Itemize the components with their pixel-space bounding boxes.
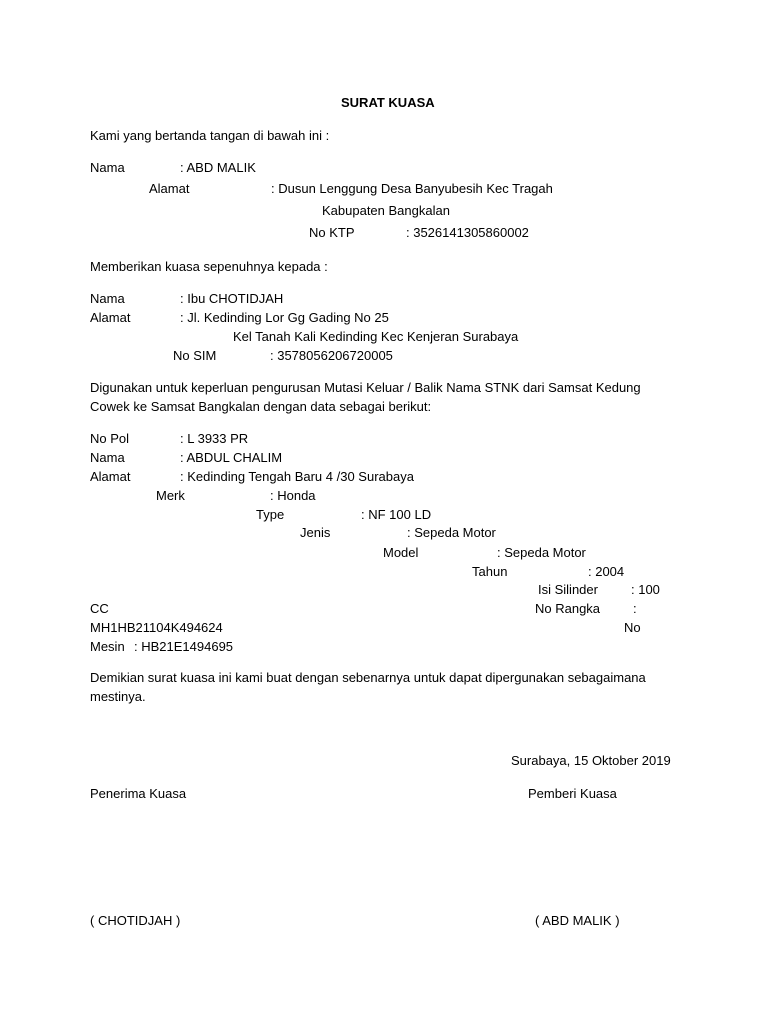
vehicle-rangka-label: No Rangka bbox=[535, 601, 601, 616]
grantor-address-label: Alamat bbox=[149, 181, 190, 196]
grantor-ktp-value: : 3526141305860002 bbox=[406, 225, 529, 240]
closing-line-1: Demikian surat kuasa ini kami buat dengan sebenarnya untuk dapat dipergunakan sebagaimana bbox=[90, 670, 646, 685]
vehicle-mesin-label: Mesin bbox=[90, 639, 125, 654]
recipient-label: Penerima Kuasa bbox=[90, 786, 187, 801]
purpose-line-2: Cowek ke Samsat Bangkalan dengan data sebagai berikut: bbox=[90, 399, 432, 414]
vehicle-rangka-colon: : bbox=[633, 601, 637, 616]
grantee-address-value: : Jl. Kedinding Lor Gg Gading No 25 bbox=[180, 310, 389, 325]
vehicle-nopol-label: No Pol bbox=[90, 431, 130, 446]
purpose-line-1: Digunakan untuk keperluan pengurusan Mutasi Keluar / Balik Nama STNK dari Samsat Kedung bbox=[90, 380, 641, 395]
giver-label: Pemberi Kuasa bbox=[528, 786, 617, 801]
place-date: Surabaya, 15 Oktober 2019 bbox=[511, 753, 671, 768]
vehicle-type-label: Type bbox=[256, 507, 285, 522]
grantor-name-value: : ABD MALIK bbox=[180, 160, 256, 175]
grant-statement: Memberikan kuasa sepenuhnya kepada : bbox=[90, 259, 328, 274]
vehicle-jenis-label: Jenis bbox=[300, 525, 331, 540]
grantor-address-line2: Kabupaten Bangkalan bbox=[322, 203, 450, 218]
vehicle-jenis-value: : Sepeda Motor bbox=[407, 525, 496, 540]
vehicle-merk-value: : Honda bbox=[270, 488, 316, 503]
intro-text: Kami yang bertanda tangan di bawah ini : bbox=[90, 128, 330, 143]
giver-signature-name: ( ABD MALIK ) bbox=[535, 913, 620, 928]
vehicle-owner-label: Nama bbox=[90, 450, 125, 465]
grantee-address-label: Alamat bbox=[90, 310, 131, 325]
vehicle-owner-value: : ABDUL CHALIM bbox=[180, 450, 283, 465]
vehicle-rangka-value: MH1HB21104K494624 bbox=[90, 620, 223, 635]
closing-line-2: mestinya. bbox=[90, 689, 146, 704]
vehicle-mesin-prefix: No bbox=[624, 620, 641, 635]
vehicle-model-value: : Sepeda Motor bbox=[497, 545, 586, 560]
grantor-address-value: : Dusun Lenggung Desa Banyubesih Kec Tragah bbox=[271, 181, 553, 196]
letter-title: SURAT KUASA bbox=[341, 95, 435, 110]
grantor-ktp-label: No KTP bbox=[309, 225, 355, 240]
vehicle-address-value: : Kedinding Tengah Baru 4 /30 Surabaya bbox=[180, 469, 414, 484]
grantee-name-value: : Ibu CHOTIDJAH bbox=[180, 291, 284, 306]
vehicle-merk-label: Merk bbox=[156, 488, 185, 503]
vehicle-silinder-value: : 100 bbox=[631, 582, 660, 597]
vehicle-silinder-unit: CC bbox=[90, 601, 109, 616]
grantee-name-label: Nama bbox=[90, 291, 125, 306]
vehicle-type-value: : NF 100 LD bbox=[361, 507, 432, 522]
grantee-sim-value: : 3578056206720005 bbox=[270, 348, 393, 363]
vehicle-silinder-label: Isi Silinder bbox=[538, 582, 598, 597]
vehicle-mesin-value: : HB21E1494695 bbox=[134, 639, 234, 654]
vehicle-nopol-value: : L 3933 PR bbox=[180, 431, 249, 446]
vehicle-tahun-label: Tahun bbox=[472, 564, 508, 579]
vehicle-tahun-value: : 2004 bbox=[588, 564, 625, 579]
recipient-signature-name: ( CHOTIDJAH ) bbox=[90, 913, 181, 928]
vehicle-address-label: Alamat bbox=[90, 469, 131, 484]
vehicle-model-label: Model bbox=[383, 545, 419, 560]
grantee-address-line2: Kel Tanah Kali Kedinding Kec Kenjeran Surabaya bbox=[233, 329, 519, 344]
grantor-name-label: Nama bbox=[90, 160, 125, 175]
grantee-sim-label: No SIM bbox=[173, 348, 217, 363]
